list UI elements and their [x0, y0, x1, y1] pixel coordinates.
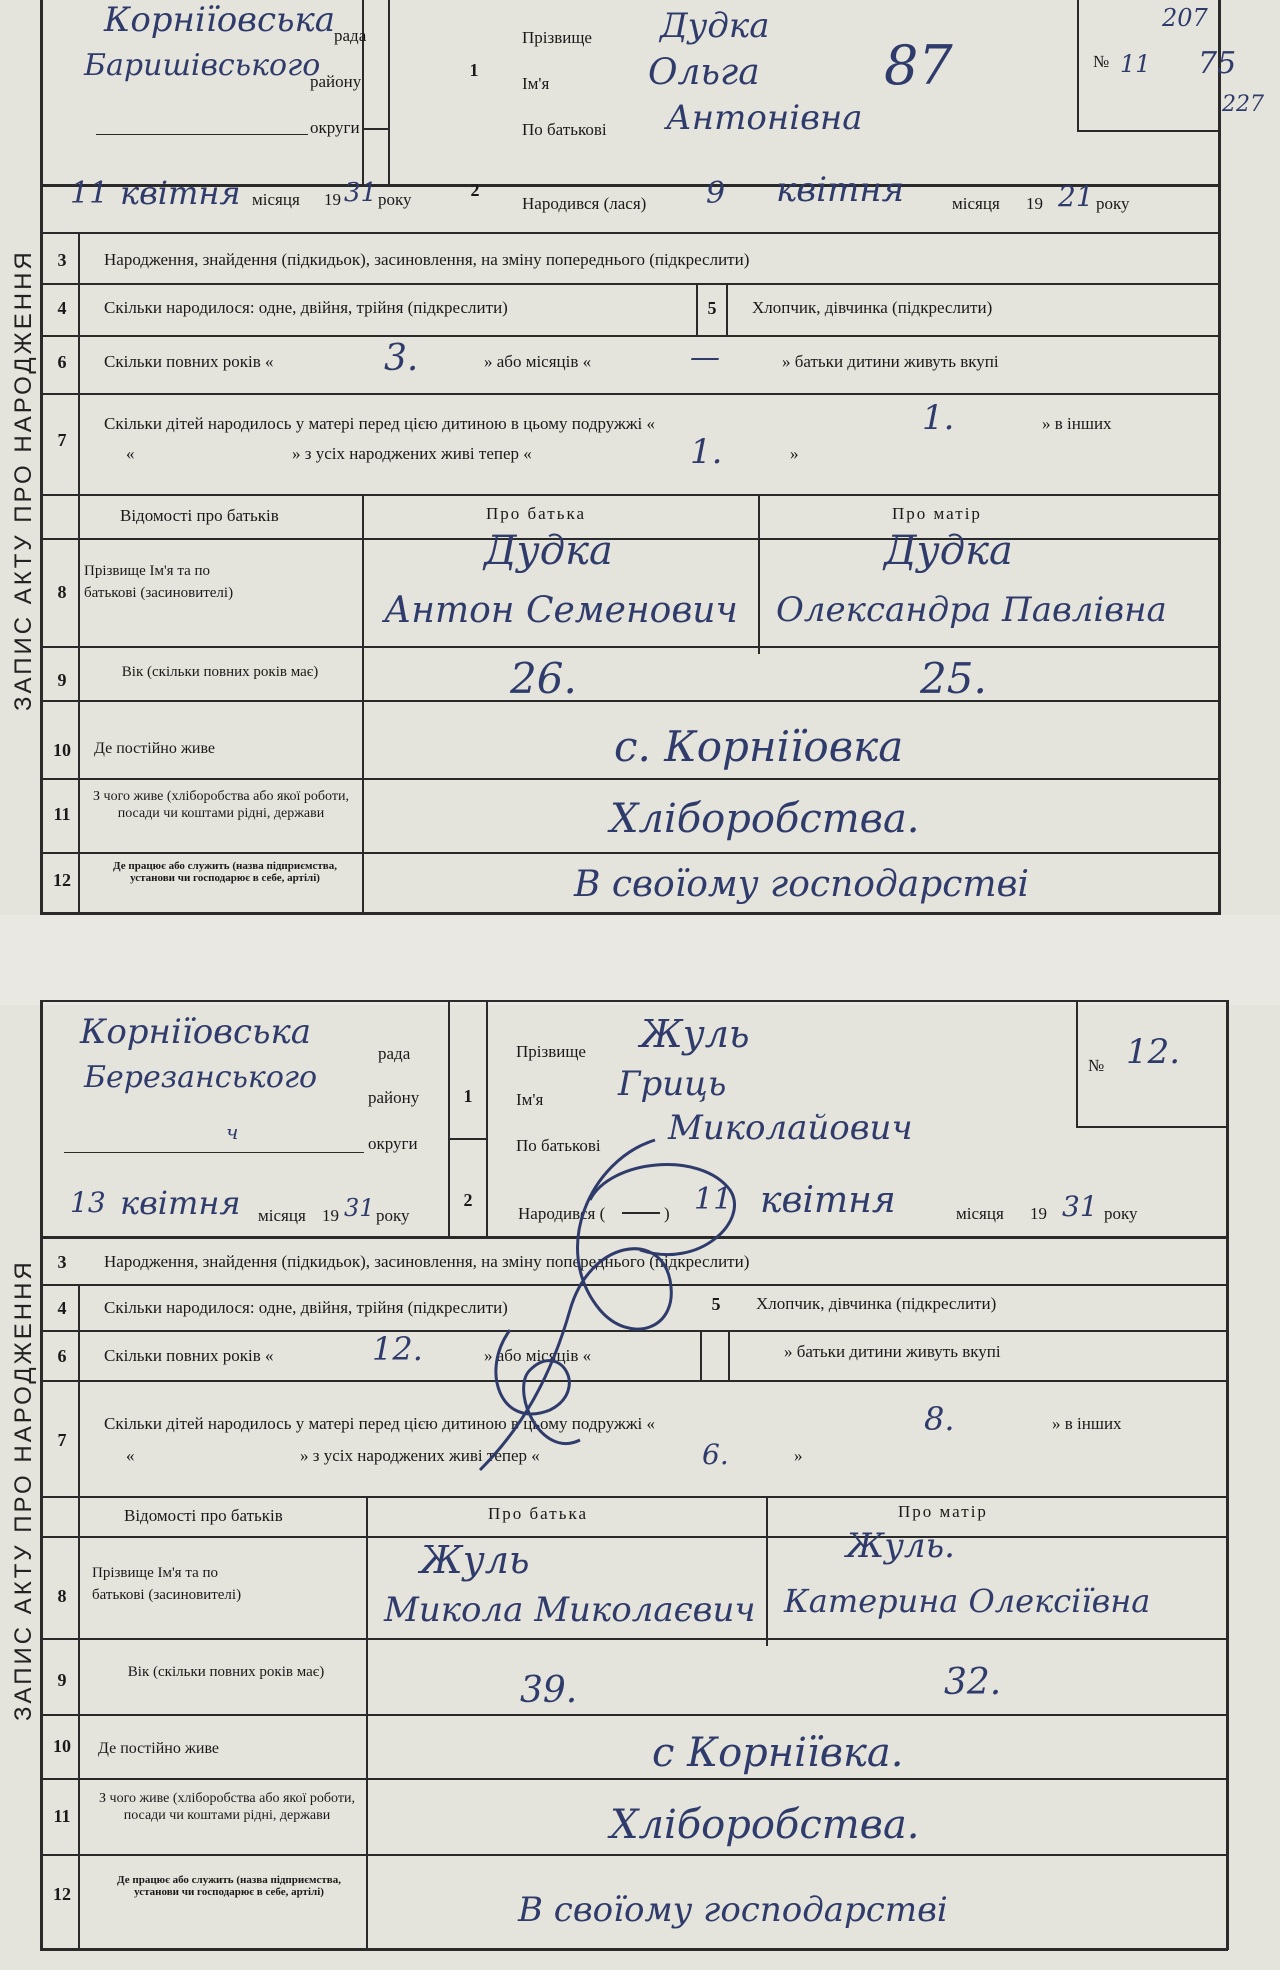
rule [1077, 130, 1220, 132]
rayon-value: Березанського [84, 1060, 318, 1095]
rule [40, 1778, 1228, 1780]
field-number: 12 [53, 1884, 71, 1904]
row7-close-quote: » [794, 1446, 803, 1465]
parents-header: Відомості про батьків [120, 506, 279, 525]
row7-before-label: Скільки дітей народилось у матері перед цією дитиною в цьому подружжі « [104, 1414, 655, 1433]
rule [388, 0, 390, 185]
margin-note: 87 [884, 34, 953, 97]
name-label: Ім'я [516, 1090, 544, 1109]
reg-month-value: квітня [120, 174, 241, 212]
roku-label: року [376, 1206, 410, 1225]
rule [1076, 1126, 1228, 1128]
rule [40, 852, 1220, 854]
field-number: 10 [53, 1736, 71, 1756]
father-header: Про батька [486, 504, 587, 523]
mother-name-value: Катерина Олексіївна [784, 1582, 1151, 1620]
row5-label: Хлопчик, дівчинка (підкреслити) [756, 1294, 997, 1313]
birth-year-value: 21 [1058, 180, 1094, 213]
occupation-value: Хліборобства. [610, 796, 920, 842]
field-number: 9 [57, 670, 67, 690]
rada-label: рада [334, 26, 367, 45]
rule [40, 393, 1220, 395]
row9-label: Вік (скільки повних років має) [121, 664, 319, 680]
father-surname-value: Дудка [484, 528, 613, 574]
field-number: 7 [57, 1430, 67, 1450]
patronymic-label: По батькові [522, 120, 607, 139]
birth-day-value: 9 [706, 176, 726, 211]
field-number: 1 [469, 60, 479, 80]
mother-header: Про матір [898, 1502, 988, 1521]
row4-label: Скільки народилося: одне, двійня, трійня (підкреслити) [104, 298, 508, 317]
row6-months-label: » або місяців « [484, 352, 592, 371]
misyatsia-label: місяця [258, 1206, 306, 1225]
rule [40, 700, 1220, 702]
rule [40, 538, 1220, 540]
field-number: 6 [57, 1346, 67, 1366]
residence-value: с. Корніїовка [614, 722, 904, 771]
field-number: 3 [57, 250, 67, 270]
workplace-value: В своїому господарстві [518, 1890, 948, 1930]
row7-other-label: » в інших [1042, 414, 1112, 433]
row6-years-label: Скільки повних років « [104, 352, 274, 371]
surname-value: Дудка [660, 6, 770, 46]
row6-together-label: » батьки дитини живуть вкупі [782, 352, 999, 371]
reg-year-value: 31 [344, 178, 378, 208]
surname-label: Прізвище [516, 1042, 586, 1061]
stamp-number-b: 75 [1198, 46, 1237, 81]
row7-living-label: » з усіх народжених живі тепер « [300, 1446, 540, 1465]
father-surname-value: Жуль [420, 1538, 530, 1582]
field-number: 11 [53, 804, 71, 824]
rule [726, 283, 728, 337]
number-sign: № [1088, 1056, 1105, 1075]
okrugy-label: округи [368, 1134, 418, 1153]
mother-header: Про матір [892, 504, 982, 523]
misyatsia-label: місяця [252, 190, 300, 209]
rada-label: рада [378, 1044, 411, 1063]
father-name-value: Антон Семенович [384, 590, 738, 631]
rayonu-label: району [310, 72, 362, 91]
birth-month-value: квітня [776, 170, 905, 210]
rule [78, 232, 80, 914]
rule [1077, 0, 1079, 132]
underline [64, 1152, 364, 1153]
surname-label: Прізвище [522, 28, 592, 47]
children-before-value: 1. [922, 398, 955, 438]
field-number: 10 [53, 740, 71, 760]
row12-label: Де працює або служить (назва підприємства, установи чи господарює в себе, артілі) [113, 860, 337, 884]
row6-together-label: » батьки дитини живуть вкупі [784, 1342, 1001, 1361]
rule [696, 283, 698, 337]
children-living-value: 1. [690, 432, 723, 472]
rule [40, 1854, 1228, 1856]
row8-label: Прізвище Ім'я та по батькові (засиновителі) [84, 563, 234, 601]
mother-surname-value: Жуль. [846, 1526, 955, 1566]
father-name-value: Микола Миколаєвич [384, 1590, 756, 1630]
patronymic-value: Миколайович [668, 1108, 913, 1148]
stamp-number-c: 227 [1222, 92, 1264, 117]
row6-years-label: Скільки повних років « [104, 1346, 274, 1365]
rule [40, 646, 1220, 648]
name-label: Ім'я [522, 74, 550, 93]
born-label: Народився (лася) [522, 194, 647, 213]
mother-age-value: 32. [944, 1662, 1002, 1703]
reg-month-value: квітня [120, 1184, 241, 1222]
roku-label: року [1104, 1204, 1138, 1223]
rule [364, 128, 390, 130]
reg-year-value: 31 [344, 1194, 375, 1222]
rule [40, 283, 1220, 285]
rule [40, 1638, 1228, 1640]
rule [1226, 1000, 1229, 1950]
row10-label: Де постійно живе [94, 740, 216, 757]
rule [40, 1000, 1228, 1002]
row7-before-label: Скільки дітей народилось у матері перед цією дитиною в цьому подружжі « [104, 414, 655, 433]
field-number: 3 [57, 1252, 67, 1272]
year-prefix: 19 [324, 190, 341, 209]
children-living-value: 6. [702, 1438, 729, 1471]
field-number: 8 [57, 582, 67, 602]
roku-label: року [1096, 194, 1130, 213]
birth-record-1 [0, 0, 1280, 920]
rayonu-label: району [368, 1088, 420, 1107]
row5-label: Хлопчик, дівчинка (підкреслити) [752, 298, 993, 317]
father-age-value: 39. [520, 1670, 578, 1711]
row7-open-quote: « [126, 1446, 135, 1465]
birth-record-2 [0, 990, 1280, 1970]
field-number: 2 [463, 1190, 473, 1210]
rule [362, 494, 364, 914]
patronymic-value: Антонівна [666, 98, 863, 138]
rule [40, 494, 1220, 496]
row6-months-label: » або місяців « [484, 1346, 592, 1365]
reg-day-value: 11 [70, 176, 109, 211]
field-number: 6 [57, 352, 67, 372]
surname-value: Жуль [640, 1012, 750, 1056]
vertical-title: ЗАПИС АКТУ ПРО НАРОДЖЕННЯ [10, 249, 37, 711]
rule [40, 232, 1220, 234]
row9-label: Вік (скільки повних років має) [127, 1664, 325, 1680]
field-number: 2 [470, 180, 480, 200]
signature-scrawl [440, 1080, 770, 1500]
months-together-value: — [690, 340, 720, 375]
father-header: Про батька [488, 1504, 589, 1523]
vertical-title: ЗАПИС АКТУ ПРО НАРОДЖЕННЯ [10, 1259, 37, 1721]
rada-value: Корніїовська [80, 1012, 312, 1052]
field-number: 5 [707, 298, 717, 318]
rule [766, 1496, 768, 1646]
stamp-number-a: 207 [1162, 4, 1208, 32]
rayon-value: Баришівського [84, 48, 321, 83]
occupation-value: Хліборобства. [610, 1802, 920, 1848]
row7-close-quote: » [790, 444, 799, 463]
mother-surname-value: Дудка [884, 528, 1013, 574]
workplace-value: В своїому господарстві [574, 864, 1030, 905]
father-age-value: 26. [510, 654, 577, 703]
birth-day-value: 11 [694, 1182, 733, 1217]
field-number: 4 [57, 298, 67, 318]
mother-age-value: 25. [920, 654, 987, 703]
name-value: Ольга [648, 52, 760, 93]
birth-month-value: квітня [760, 1180, 896, 1221]
birth-year-value: 31 [1062, 1190, 1098, 1223]
name-value: Гриць [618, 1064, 727, 1104]
rule [40, 1000, 43, 1950]
reg-day-value: 13 [70, 1186, 106, 1219]
row8-label: Прізвище Ім'я та по батькові (засиновителі) [92, 1565, 242, 1603]
misyatsia-label: місяця [956, 1204, 1004, 1223]
field-number: 1 [463, 1086, 473, 1106]
years-together-value: 12. [372, 1330, 423, 1368]
rule [758, 494, 760, 654]
rule [40, 335, 1220, 337]
row10-label: Де постійно живе [98, 1740, 220, 1757]
record-number: 11 [1120, 50, 1151, 78]
rule [40, 1948, 1228, 1951]
record-number: 12. [1126, 1032, 1181, 1072]
rule [40, 1536, 1228, 1538]
row7-other-label: » в інших [1052, 1414, 1122, 1433]
mother-name-value: Олександра Павлівна [776, 590, 1167, 630]
okrug-value: ч [226, 1120, 239, 1144]
row4-label: Скільки народилося: одне, двійня, трійня (підкреслити) [104, 1298, 508, 1317]
underline [96, 134, 308, 135]
field-number: 11 [53, 1806, 71, 1826]
field-number: 8 [57, 1586, 67, 1606]
patronymic-label: По батькові [516, 1136, 601, 1155]
row11-label: З чого живе (хліборобства або якої роботи, посади чи коштами рідні, держави [93, 789, 349, 821]
rule [78, 1284, 80, 1950]
row7-open-quote: « [126, 444, 135, 463]
number-sign: № [1093, 52, 1110, 71]
okrugy-label: округи [310, 118, 360, 137]
rule [40, 778, 1220, 780]
children-before-value: 8. [924, 1400, 955, 1438]
year-prefix: 19 [1030, 1204, 1047, 1223]
row12-label: Де працює або служить (назва підприємства, установи чи господарює в себе, артілі) [117, 1874, 341, 1898]
rada-value: Корніїовська [104, 0, 336, 40]
row11-label: З чого живе (хліборобства або якої роботи, посади чи коштами рідні, держави [99, 1791, 355, 1823]
field-number: 9 [57, 1670, 67, 1690]
field-number: 7 [57, 430, 67, 450]
row7-living-label: » з усіх народжених живі тепер « [292, 444, 532, 463]
roku-label: року [378, 190, 412, 209]
rule [1076, 1000, 1078, 1128]
parents-header: Відомості про батьків [124, 1506, 283, 1525]
years-together-value: 3. [384, 338, 419, 379]
field-number: 12 [53, 870, 71, 890]
misyatsia-label: місяця [952, 194, 1000, 213]
year-prefix: 19 [322, 1206, 339, 1225]
born-label-close: ) [664, 1204, 670, 1223]
row3-label: Народження, знайдення (підкидьок), засиновлення, на зміну попереднього (підкреслити) [104, 250, 750, 269]
year-prefix: 19 [1026, 194, 1043, 213]
field-number: 5 [711, 1294, 721, 1314]
residence-value: с Корніївка. [652, 1730, 904, 1776]
born-label: Народився ( [518, 1204, 606, 1223]
row3-label: Народження, знайдення (підкидьок), засиновлення, на зміну попереднього (підкреслити) [104, 1252, 750, 1271]
field-number: 4 [57, 1298, 67, 1318]
rule [366, 1496, 368, 1950]
rule [40, 1714, 1228, 1716]
